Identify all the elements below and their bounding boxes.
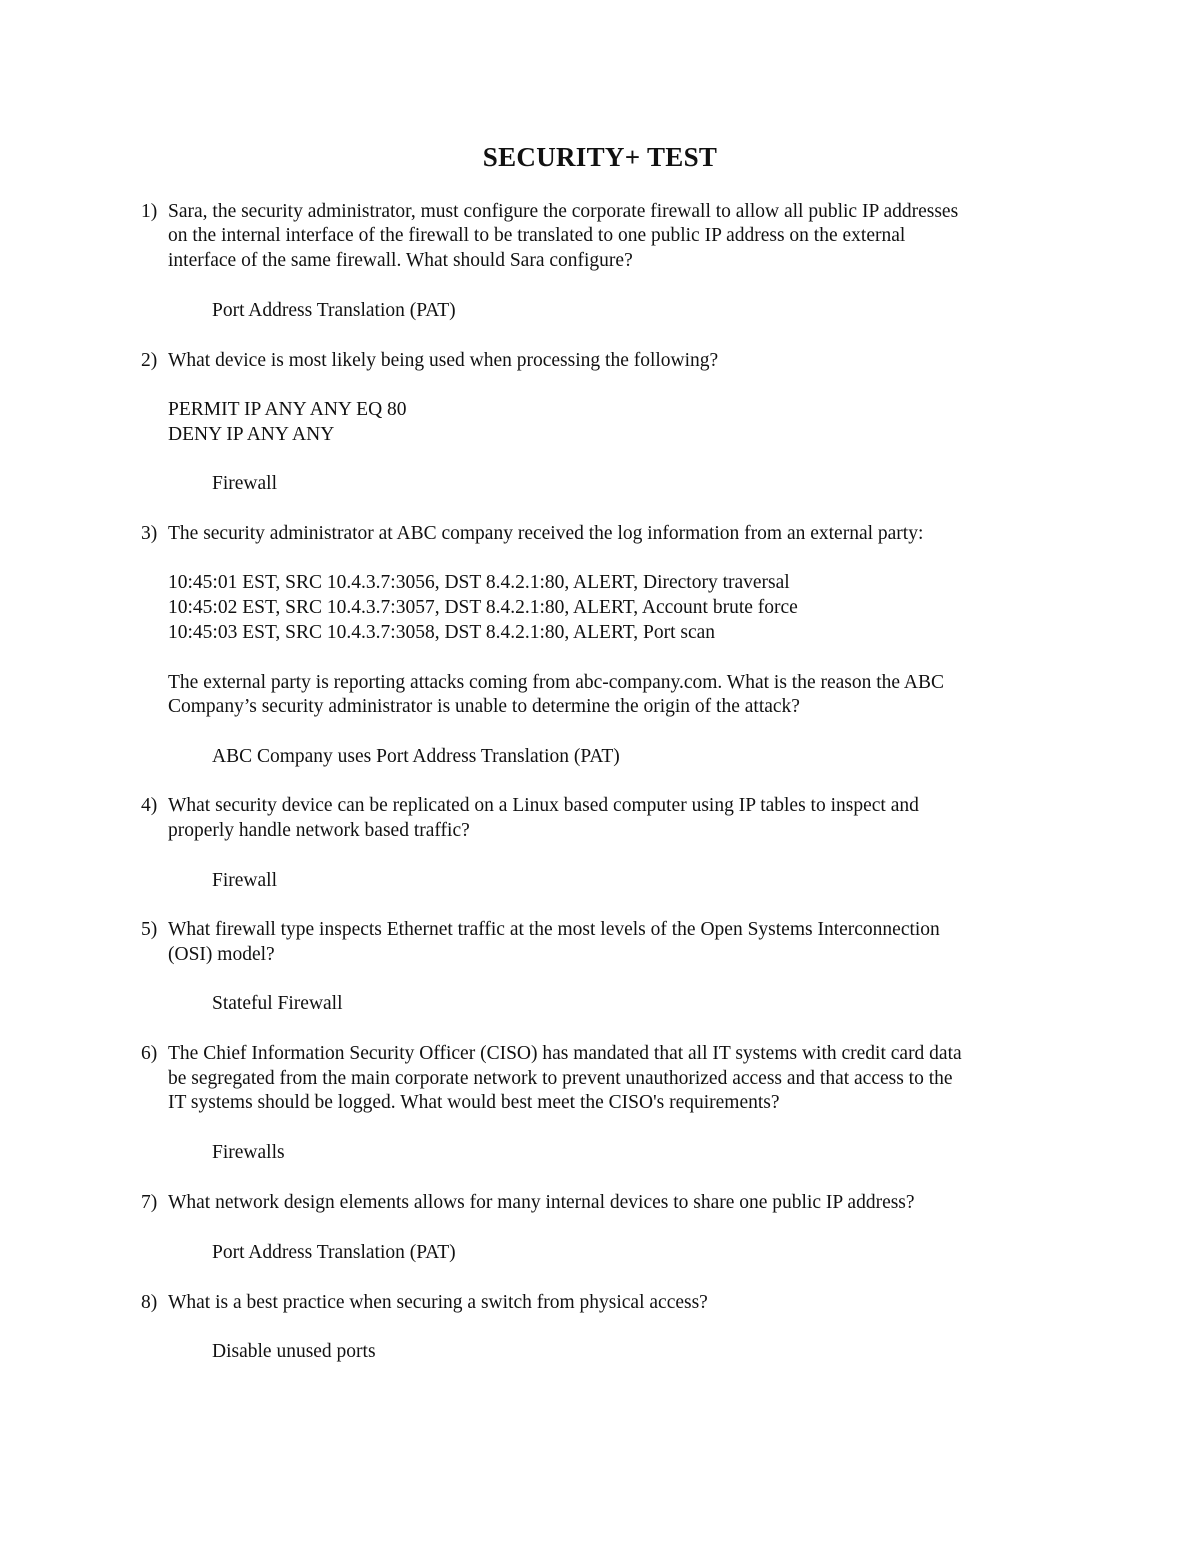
question-text: What is a best practice when securing a switch from physical access? — [168, 1292, 708, 1313]
question-number: 4) — [141, 795, 158, 816]
question-number: 6) — [141, 1043, 158, 1064]
answer-text: Disable unused ports — [212, 1341, 376, 1362]
question-text: on the internal interface of the firewall to be translated to one public IP address on the external — [168, 225, 906, 246]
question-number: 1) — [141, 201, 158, 222]
question-text: What security device can be replicated on a Linux based computer using IP tables to inspect and — [168, 795, 919, 816]
question-number: 5) — [141, 919, 158, 940]
log-line: 10:45:03 EST, SRC 10.4.3.7:3058, DST 8.4.2.1:80, ALERT, Port scan — [168, 622, 716, 643]
question-text: interface of the same firewall. What should Sara configure? — [168, 250, 633, 271]
question-number: 3) — [141, 523, 158, 544]
question-text: What network design elements allows for many internal devices to share one public IP address? — [168, 1192, 915, 1213]
question-text: What firewall type inspects Ethernet traffic at the most levels of the Open Systems Interconnection — [168, 919, 940, 940]
question-text: The Chief Information Security Officer (CISO) has mandated that all IT systems with credit card data — [168, 1043, 962, 1064]
question-number: 2) — [141, 350, 158, 371]
question-text: be segregated from the main corporate network to prevent unauthorized access and that access to the — [168, 1068, 953, 1089]
answer-text: ABC Company uses Port Address Translation (PAT) — [212, 746, 620, 767]
question-text: What device is most likely being used when processing the following? — [168, 350, 719, 371]
log-line: 10:45:02 EST, SRC 10.4.3.7:3057, DST 8.4.2.1:80, ALERT, Account brute force — [168, 597, 798, 618]
question-text: The external party is reporting attacks coming from abc-company.com. What is the reason the ABC — [168, 672, 944, 693]
question-text: Company’s security administrator is unable to determine the origin of the attack? — [168, 696, 800, 717]
question-text: The security administrator at ABC company received the log information from an external party: — [168, 523, 924, 544]
question-text: (OSI) model? — [168, 944, 275, 965]
answer-text: Port Address Translation (PAT) — [212, 300, 456, 321]
answer-text: Port Address Translation (PAT) — [212, 1242, 456, 1263]
question-text: properly handle network based traffic? — [168, 820, 470, 841]
question-text: IT systems should be logged. What would best meet the CISO's requirements? — [168, 1092, 780, 1113]
answer-text: Firewalls — [212, 1142, 285, 1163]
question-number: 7) — [141, 1192, 158, 1213]
document-title: SECURITY+ TEST — [482, 142, 718, 172]
answer-text: Firewall — [212, 870, 277, 891]
question-number: 8) — [141, 1292, 158, 1313]
code-line: PERMIT IP ANY ANY EQ 80 — [168, 399, 407, 420]
log-line: 10:45:01 EST, SRC 10.4.3.7:3056, DST 8.4.2.1:80, ALERT, Directory traversal — [168, 572, 790, 593]
answer-text: Stateful Firewall — [212, 993, 343, 1014]
answer-text: Firewall — [212, 473, 277, 494]
code-line: DENY IP ANY ANY — [168, 424, 335, 445]
question-text: Sara, the security administrator, must configure the corporate firewall to allow all public IP addresses — [168, 201, 959, 222]
